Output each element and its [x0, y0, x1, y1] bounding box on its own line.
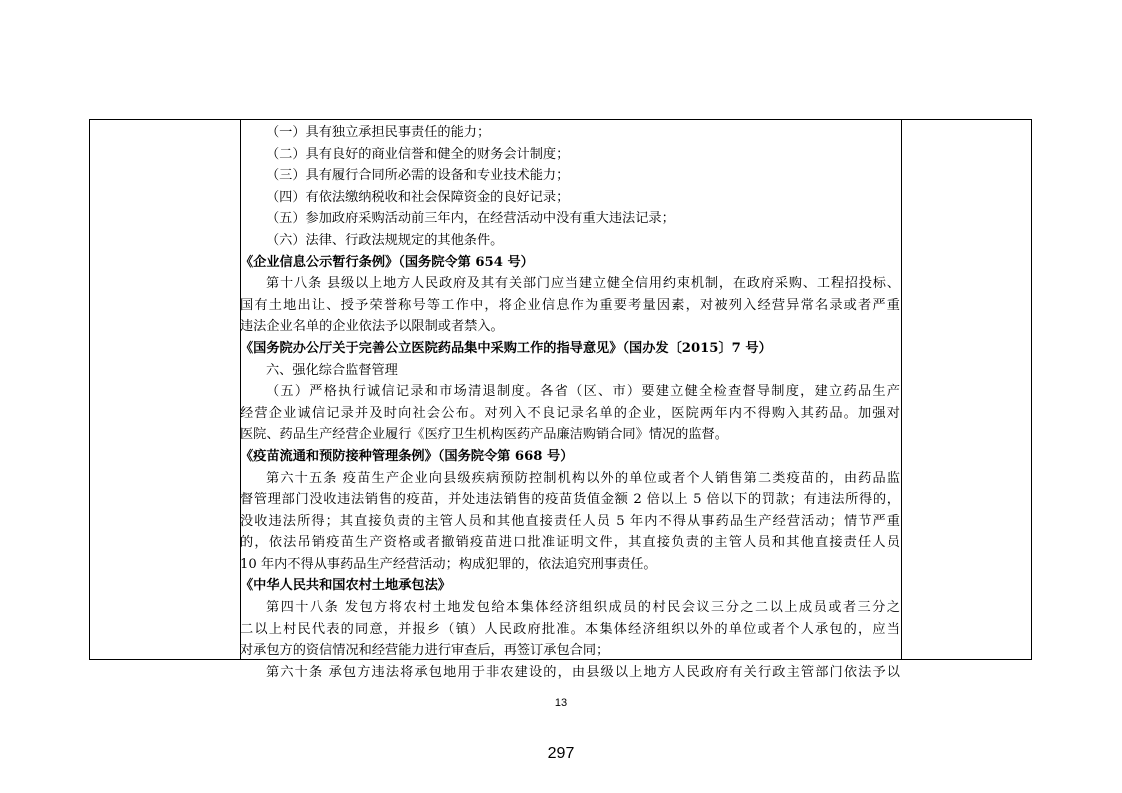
document-table: [89, 119, 1032, 680]
text-line: （四）有依法缴纳税收和社会保障资金的良好记录；: [266, 189, 570, 205]
text-line: 经营企业诚信记录并及时向社会公布。对列入不良记录名单的企业，医院两年内不得购入其药品。加强对: [240, 405, 900, 421]
text-line: 国有土地出让、授予荣誉称号等工作中，将企业信息作为重要考量因素，对被列入经营异常名录或者严重: [240, 297, 900, 313]
page-number-inner: 13: [554, 697, 568, 709]
text-line: （五）参加政府采购活动前三年内，在经营活动中没有重大违法记录；: [266, 211, 675, 227]
text-line: （一）具有独立承担民事责任的能力；: [266, 125, 491, 140]
text-line: 第四十八条 发包方将农村土地发包给本集体经济组织成员的村民会议三分之二以上成员或者三分之: [266, 600, 900, 616]
text-line: （六）法律、行政法规规定的其他条件。: [266, 232, 504, 248]
text-line: （五）严格执行诚信记录和市场清退制度。各省（区、市）要建立健全检查督导制度，建立药品生产: [266, 384, 900, 400]
text-line: 没收违法所得；其直接负责的主管人员和其他直接责任人员 5 年内不得从事药品生产经营活动；情节严重: [240, 513, 900, 529]
text-line: 对承包方的资信情况和经营能力进行审查后，再签订承包合同；: [240, 643, 610, 659]
text-line: （三）具有履行合同所必需的设备和专业技术能力；: [266, 168, 570, 184]
column-divider-right: [901, 120, 902, 659]
text-line: 10 年内不得从事药品生产经营活动；构成犯罪的，依法追究刑事责任。: [240, 556, 657, 572]
text-line: 第十八条 县级以上地方人民政府及其有关部门应当建立健全信用约束机制，在政府采购、工程招投标、: [266, 276, 900, 292]
table-content-cell: [240, 120, 900, 683]
text-line: （二）具有良好的商业信誉和健全的财务会计制度；: [266, 146, 570, 162]
section-heading: 《国务院办公厅关于完善公立医院药品集中采购工作的指导意见》（国办发〔2015〕7 号）: [240, 340, 772, 356]
text-line: 第六十条 承包方违法将承包地用于非农建设的，由县级以上地方人民政府有关行政主管部门依法予以: [266, 664, 900, 680]
text-line: 违法企业名单的企业依法予以限制或者禁入。: [240, 319, 504, 335]
text-line: 六、强化综合监督管理: [266, 362, 398, 378]
section-heading: 《企业信息公示暂行条例》（国务院令第 654 号）: [240, 254, 534, 270]
text-line: 第六十五条 疫苗生产企业向县级疾病预防控制机构以外的单位或者个人销售第二类疫苗的，由药品监: [266, 470, 900, 486]
text-line: 督管理部门没收违法销售的疫苗，并处违法销售的疫苗货值金额 2 倍以上 5 倍以下的罚款；有违法所得的，: [240, 492, 900, 508]
text-line: 二以上村民代表的同意，并报乡（镇）人民政府批准。本集体经济组织以外的单位或者个人承包的，应当: [240, 621, 900, 637]
section-heading: 《疫苗流通和预防接种管理条例》（国务院令第 668 号）: [240, 448, 574, 464]
section-heading: 《中华人民共和国农村土地承包法》: [240, 578, 451, 594]
page-number-outer: 297: [547, 745, 575, 762]
text-line: 医院、药品生产经营企业履行《医疗卫生机构医药产品廉洁购销合同》情况的监督。: [240, 427, 728, 443]
text-line: 的，依法吊销疫苗生产资格或者撤销疫苗进口批准证明文件，其直接负责的主管人员和其他直接责任人员: [240, 535, 900, 551]
